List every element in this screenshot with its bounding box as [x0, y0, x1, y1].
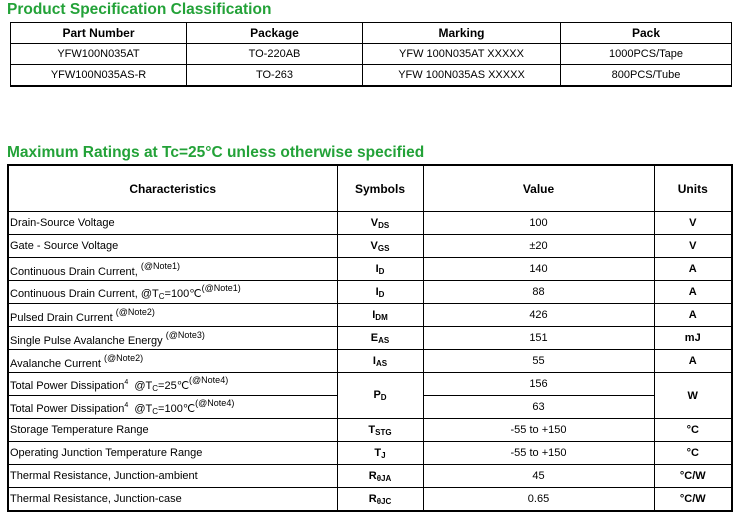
- symbol-letter: I: [372, 354, 376, 367]
- symbol-cell: [337, 281, 423, 304]
- note-reference: (@Note2): [115, 306, 155, 317]
- symbol-letter: E: [370, 331, 379, 344]
- value-cell: ±20: [423, 235, 654, 258]
- characteristic-text: Thermal Resistance, Junction-case: [10, 493, 182, 505]
- characteristic-text: Avalanche Current: [10, 357, 104, 370]
- table-row: [8, 304, 732, 327]
- characteristic-cell: [8, 419, 337, 442]
- symbol-subscript: DS: [378, 220, 390, 230]
- value-cell: -55 to +150: [423, 419, 654, 442]
- value-cell: 151: [423, 327, 654, 350]
- note-reference: (@Note4): [189, 375, 229, 385]
- marking-cell: YFW 100N035AS XXXXX: [363, 65, 561, 87]
- condition-value: =100℃: [158, 403, 196, 415]
- table-header-row: [11, 23, 732, 44]
- unit-cell: A: [654, 258, 732, 281]
- table-row: [8, 235, 732, 258]
- header-characteristics: Characteristics: [8, 165, 337, 212]
- value-cell: 45: [423, 465, 654, 488]
- characteristic-cell: [8, 258, 337, 281]
- symbol-cell: [337, 235, 423, 258]
- unit-cell: V: [654, 212, 732, 235]
- footnote-marker: 4: [124, 379, 129, 386]
- characteristic-cell: [8, 327, 337, 350]
- symbol-letter: R: [368, 492, 377, 505]
- part-number-cell: YFW100N035AT: [11, 44, 187, 65]
- value-cell: 63: [423, 396, 654, 419]
- value-cell: 426: [423, 304, 654, 327]
- unit-cell: °C: [654, 419, 732, 442]
- unit-cell: W: [654, 373, 732, 419]
- table-row: [8, 212, 732, 235]
- characteristic-text: Gate - Source Voltage: [10, 240, 119, 252]
- symbol-subscript: STG: [375, 427, 392, 437]
- characteristic-cell: [8, 350, 337, 373]
- characteristic-text: Total Power Dissipation: [10, 403, 125, 415]
- ratings-title: Maximum Ratings at Tc=25°C unless otherwise specified: [7, 144, 425, 161]
- symbol-letter: I: [375, 262, 379, 275]
- symbol-cell: [337, 258, 423, 281]
- symbol-letter: V: [370, 239, 378, 252]
- temperature-subscript: C: [152, 407, 159, 416]
- header-pack: Pack: [561, 23, 732, 44]
- condition-prefix: @T: [128, 380, 153, 392]
- table-row: [8, 258, 732, 281]
- symbol-letter: I: [372, 308, 376, 321]
- characteristic-text: Thermal Resistance, Junction-ambient: [10, 470, 198, 482]
- classification-title: Product Specification Classification: [7, 1, 272, 18]
- symbol-letter: R: [368, 469, 377, 482]
- symbol-cell: [337, 465, 423, 488]
- characteristic-cell: [8, 396, 337, 419]
- part-number-cell: YFW100N035AS-R: [11, 65, 187, 87]
- symbol-letter: V: [370, 216, 379, 229]
- unit-cell: A: [654, 281, 732, 304]
- symbol-cell: [337, 488, 423, 512]
- unit-cell: °C: [654, 442, 732, 465]
- table-row: [8, 373, 732, 396]
- unit-cell: °C/W: [654, 488, 732, 512]
- pack-cell: 800PCS/Tube: [561, 65, 732, 87]
- symbol-cell: [337, 304, 423, 327]
- characteristic-cell: [8, 465, 337, 488]
- symbol-subscript: θJC: [376, 496, 392, 506]
- condition-value: =100℃: [164, 288, 202, 300]
- characteristic-cell: [8, 304, 337, 327]
- package-cell: TO-263: [187, 65, 363, 87]
- symbol-subscript: GS: [377, 243, 390, 253]
- value-cell: 100: [423, 212, 654, 235]
- symbol-letter: I: [375, 285, 379, 298]
- condition-prefix: @T: [128, 403, 153, 415]
- table-row: [8, 442, 732, 465]
- unit-cell: A: [654, 304, 732, 327]
- symbol-letter: P: [373, 389, 381, 401]
- note-reference: (@Note1): [140, 260, 180, 271]
- characteristic-text: Continuous Drain Current,: [10, 265, 141, 278]
- value-cell: -55 to +150: [423, 442, 654, 465]
- pack-cell: 1000PCS/Tape: [561, 44, 732, 65]
- characteristic-text: Single Pulse Avalanche Energy: [10, 334, 166, 347]
- symbol-cell: [337, 442, 423, 465]
- characteristic-cell: [8, 281, 337, 304]
- characteristic-cell: [8, 488, 337, 512]
- symbol-cell: [337, 212, 423, 235]
- classification-table: [10, 22, 732, 87]
- symbol-subscript: AS: [375, 358, 388, 368]
- note-reference: (@Note3): [165, 329, 205, 340]
- unit-cell: A: [654, 350, 732, 373]
- characteristic-text: Storage Temperature Range: [10, 424, 149, 436]
- symbol-letter: T: [374, 446, 382, 459]
- table-row: [8, 488, 732, 512]
- table-row: [11, 65, 732, 87]
- symbol-subscript: D: [378, 289, 385, 299]
- note-reference: (@Note2): [103, 352, 144, 363]
- unit-cell: V: [654, 235, 732, 258]
- condition-value: =25℃: [158, 380, 190, 392]
- header-units: Units: [654, 165, 732, 212]
- note-reference: (@Note4): [195, 398, 235, 408]
- characteristic-text: Operating Junction Temperature Range: [10, 447, 203, 459]
- symbol-cell: [337, 419, 423, 442]
- table-row: [8, 327, 732, 350]
- value-cell: 156: [423, 373, 654, 396]
- table-row: [8, 465, 732, 488]
- characteristic-text: Total Power Dissipation: [10, 380, 125, 392]
- footnote-marker: 4: [124, 402, 129, 409]
- table-row: [8, 350, 732, 373]
- symbol-cell: [337, 350, 423, 373]
- symbol-subscript: D: [378, 266, 385, 276]
- unit-cell: °C/W: [654, 465, 732, 488]
- table-row: [8, 281, 732, 304]
- value-cell: 0.65: [423, 488, 654, 512]
- temperature-subscript: C: [152, 384, 159, 393]
- symbol-subscript: J: [381, 450, 386, 460]
- value-cell: 55: [423, 350, 654, 373]
- unit-cell: mJ: [654, 327, 732, 350]
- characteristic-cell: [8, 212, 337, 235]
- table-row: [11, 44, 732, 65]
- symbol-letter: T: [368, 423, 376, 436]
- characteristic-text: Continuous Drain Current, @T: [10, 288, 159, 300]
- ratings-table: [7, 164, 733, 512]
- marking-cell: YFW 100N035AT XXXXX: [363, 44, 561, 65]
- characteristic-cell: [8, 373, 337, 396]
- characteristic-cell: [8, 442, 337, 465]
- value-cell: 88: [423, 281, 654, 304]
- symbol-cell: [337, 327, 423, 350]
- header-marking: Marking: [363, 23, 561, 44]
- characteristic-text: Pulsed Drain Current: [10, 311, 116, 324]
- symbol-cell: [337, 373, 423, 419]
- header-package: Package: [187, 23, 363, 44]
- package-cell: TO-220AB: [187, 44, 363, 65]
- temperature-subscript: C: [158, 292, 165, 301]
- header-value: Value: [423, 165, 654, 212]
- symbol-subscript: AS: [378, 335, 390, 345]
- header-symbols: Symbols: [337, 165, 423, 212]
- symbol-subscript: θJA: [376, 473, 392, 483]
- characteristic-cell: [8, 235, 337, 258]
- characteristic-text: Drain-Source Voltage: [10, 217, 115, 229]
- value-cell: 140: [423, 258, 654, 281]
- symbol-subscript: D: [380, 393, 387, 402]
- table-row: [8, 419, 732, 442]
- note-reference: (@Note1): [201, 283, 241, 293]
- table-header-row: [8, 165, 732, 212]
- symbol-subscript: DM: [375, 312, 388, 322]
- header-part-number: Part Number: [11, 23, 187, 44]
